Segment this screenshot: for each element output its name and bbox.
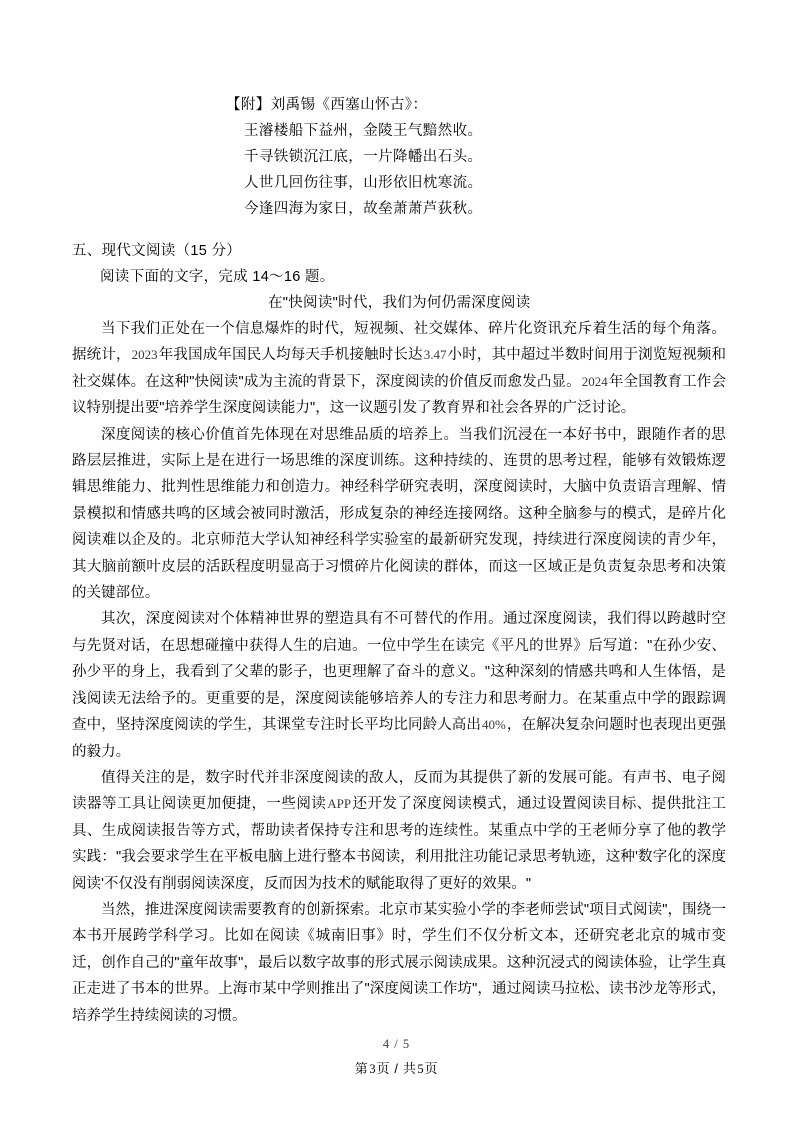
footer-suffix: 页: [424, 1061, 439, 1076]
body-paragraph: 当下我们正处在一个信息爆炸的时代，短视频、社交媒体、碎片化资讯充斥着生活的每个角落。据统计，2023年我国成年国民人均每天手机接触时长达3.47小时，其中超过半数时间用于浏览短视频和社交媒体。在这种"快阅读"成为主流的背景下，深度阅读的价值反而愈发凸显。2024年全国教育工作会议特别提出要"培养学生深度阅读能力"，这一议题引发了教育界和社会各界的广泛讨论。: [72, 321, 727, 417]
inline-numeral: 3.47: [423, 347, 447, 363]
inline-numeral: 2024: [581, 373, 608, 389]
body-paragraph: 值得关注的是，数字时代并非深度阅读的敌人，反而为其提供了新的发展可能。有声书、电子阅读器等工具让阅读更加便捷，一些阅读APP还开发了深度阅读模式，通过设置阅读目标、提供批注工具、生成阅读报告等方式，帮助读者保持专注和思考的连续性。某重点中学的王老师分享了他的教学实践："我会要求学生在平板电脑上进行整本书阅读，利用批注功能记录思考轨迹，这种'数字化的深度阅读'不仅没有削弱阅读深度，反而因为技术的赋能取得了更好的效果。": [72, 769, 726, 892]
footer-page-indicator: [0, 1058, 793, 1077]
section-heading: 五、现代文阅读（15 分）: [72, 243, 242, 259]
footer-current-page: 3: [369, 1062, 376, 1076]
footer-total-pages: 5: [417, 1062, 424, 1076]
reading-instruction: 阅读下面的文字，完成 14～16 题。: [100, 269, 335, 285]
page-content: [72, 92, 726, 1029]
poem-line: 今逢四海为家日，故垒萧萧芦荻秋。: [244, 201, 483, 217]
poem-line: 王濬楼船下益州，金陵王气黯然收。: [244, 123, 483, 139]
footer-prefix: 第: [354, 1061, 369, 1076]
footer-mid: 页 / 共: [376, 1061, 417, 1076]
inline-numeral: 40%: [482, 717, 506, 733]
body-paragraph: 深度阅读的核心价值首先体现在对思维品质的培养上。当我们沉浸在一本好书中，跟随作者的思路层层推进，实际上是在进行一场思维的深度训练。这种持续的、连贯的思考过程，能够有效锻炼逻辑思维能力、批判性思维能力和创造力。神经科学研究表明，深度阅读时，大脑中负责语言理解、情景模拟和情感共鸣的区域会被同时激活，形成复杂的神经连接网络。这种全脑参与的模式，是碎片化阅读难以企及的。北京师范大学认知神经科学实验室的最新研究发现，持续进行深度阅读的青少年，其大脑前额叶皮层的活跃程度明显高于习惯碎片化阅读的群体，而这一区域正是负责复杂思考和决策的关键部位。: [72, 426, 726, 602]
poem-line: 人世几回伤往事，山形依旧枕寒流。: [244, 175, 483, 191]
body-paragraph: 当然，推进深度阅读需要教育的创新探索。北京市某实验小学的李老师尝试"项目式阅读"，围绕一本书开展跨学科学习。比如在阅读《城南旧事》时，学生们不仅分析文本，还研究老北京的城市变迁，创作自己的"童年故事"，最后以数字故事的形式展示阅读成果。这种沉浸式的阅读体验，让学生真正走进了书本的世界。上海市某中学则推出了"深度阅读工作坊"，通过阅读马拉松、读书沙龙等形式，培养学生持续阅读的习惯。: [72, 901, 726, 1024]
poem-title: 【附】刘禹锡《西塞山怀古》：: [226, 97, 428, 113]
inline-numeral: 2023: [131, 347, 158, 363]
body-paragraph: 其次，深度阅读对个体精神世界的塑造具有不可替代的作用。通过深度阅读，我们得以跨越时空与先贤对话，在思想碰撞中获得人生的启迪。一位中学生在读完《平凡的世界》后写道："在孙少安、孙少平的身上，我看到了父辈的影子，也更理解了奋斗的意义。"这种深刻的情感共鸣和人生体悟，是浅阅读无法给予的。更重要的是，深度阅读能够培养人的专注力和思考耐力。在某重点中学的跟踪调查中，坚持深度阅读的学生，其课堂专注时长平均比同龄人高出40%，在解决复杂问题时也表现出更强的毅力。: [72, 611, 726, 760]
article-title: 在"快阅读"时代，我们为何仍需深度阅读: [268, 295, 531, 311]
poem-line: 千寻铁锁沉江底，一片降幡出石头。: [244, 149, 483, 165]
inline-numeral: APP: [327, 796, 352, 812]
footer-page-count: 4 / 5: [382, 1037, 411, 1051]
appendix-poem-block: [72, 92, 726, 222]
